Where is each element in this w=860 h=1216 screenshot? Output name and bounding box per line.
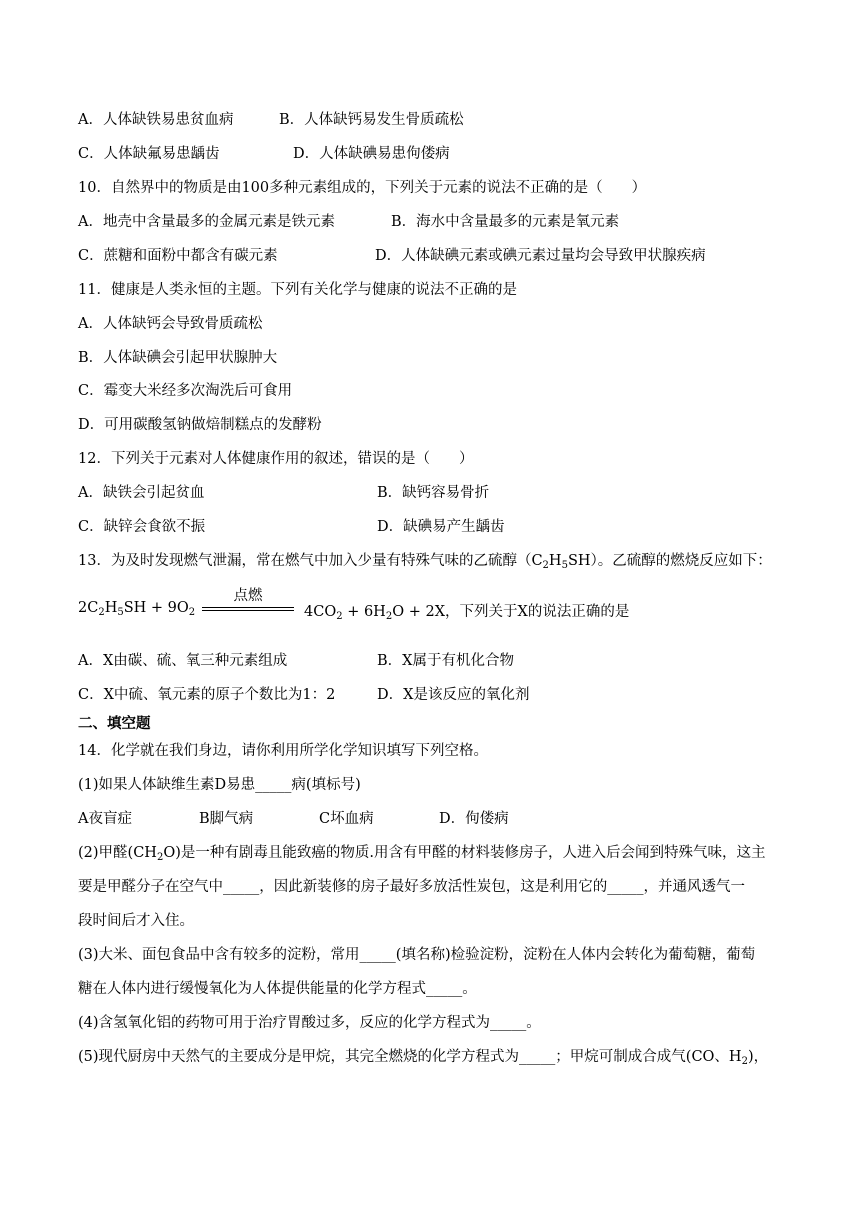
q14-p1-option-a: A夜盲症 bbox=[78, 811, 132, 827]
q14-part-3-line-1: (3)大米、面包食品中含有较多的淀粉，常用_____(填名称)检验淀粉，淀粉在人体内会转化为葡萄糖，葡萄 bbox=[78, 947, 756, 963]
q11-option-b: B．人体缺碘会引起甲状腺肿大 bbox=[78, 350, 278, 366]
q14-part-1-options bbox=[78, 809, 509, 829]
q14-p1-option-d: D．佝偻病 bbox=[439, 811, 509, 827]
q10-option-c: C．蔗糖和面粉中都含有碳元素 bbox=[78, 248, 278, 264]
q14-part-1: (1)如果人体缺维生素D易患_____病(填标号) bbox=[78, 777, 361, 793]
q12-option-a: A．缺铁会引起贫血 bbox=[78, 485, 205, 501]
q13-option-row-2 bbox=[78, 685, 530, 705]
q14-p1-option-c: C坏血病 bbox=[319, 811, 374, 827]
q14-p1-option-b: B脚气病 bbox=[199, 811, 254, 827]
q12-option-d: D．缺碘易产生龋齿 bbox=[377, 519, 505, 535]
q9-option-b: B．人体缺钙易发生骨质疏松 bbox=[279, 112, 464, 128]
equation-products: $4CO_2 + 6H_2O + 2X$，下列关于X的说法正确的是 bbox=[304, 604, 630, 622]
q10-option-row-1 bbox=[78, 212, 620, 232]
q12-stem: 12．下列关于元素对人体健康作用的叙述，错误的是（ ） bbox=[78, 451, 474, 467]
q9-option-d: D．人体缺碘易患佝偻病 bbox=[293, 146, 450, 162]
q14-part-5: (5)现代厨房中天然气的主要成分是甲烷，其完全燃烧的化学方程式为_____；甲烷可制成合成气(CO、$H_2$)， bbox=[78, 1049, 769, 1067]
q14-part-3-line-2: 糖在人体内进行缓慢氧化为人体提供能量的化学方程式_____。 bbox=[78, 981, 477, 997]
q9-option-row-1 bbox=[78, 110, 464, 130]
q13-stem: 13．为及时发现燃气泄漏，常在燃气中加入少量有特殊气味的乙硫醇$(C_2H_5SH)$。乙硫醇的燃烧反应如下： bbox=[78, 553, 772, 571]
q9-option-c: C．人体缺氟易患龋齿 bbox=[78, 146, 220, 162]
equation-reactants: $2C_2H_5SH + 9O_2$ bbox=[78, 600, 196, 618]
q11-stem: 11．健康是人类永恒的主题。下列有关化学与健康的说法不正确的是 bbox=[78, 282, 517, 298]
q11-option-c: C．霉变大米经多次淘洗后可食用 bbox=[78, 383, 293, 399]
q14-stem: 14．化学就在我们身边，请你利用所学化学知识填写下列空格。 bbox=[78, 743, 488, 759]
q13-option-a: A．X由碳、硫、氧三种元素组成 bbox=[78, 653, 288, 669]
q11-option-d: D．可用碳酸氢钠做焙制糕点的发酵粉 bbox=[78, 417, 322, 433]
equation-condition: 点燃 bbox=[233, 588, 263, 604]
q12-option-c: C．缺锌会食欲不振 bbox=[78, 519, 206, 535]
q9-option-row-2 bbox=[78, 144, 450, 164]
q12-option-row-2 bbox=[78, 517, 505, 537]
q10-stem: 10．自然界中的物质是由100多种元素组成的，下列关于元素的说法不正确的是（ ） bbox=[78, 180, 647, 196]
q14-part-2-line-3: 段时间后才入住。 bbox=[78, 913, 194, 929]
q11-option-a: A．人体缺钙会导致骨质疏松 bbox=[78, 316, 263, 332]
q10-option-row-2 bbox=[78, 246, 706, 266]
q14-part-2-line-2: 要是甲醛分子在空气中_____，因此新装修的房子最好多放活性炭包，这是利用它的_____，并通风透气一 bbox=[78, 879, 745, 895]
q10-option-d: D．人体缺碘元素或碘元素过量均会导致甲状腺疾病 bbox=[375, 248, 706, 264]
q14-part-4: (4)含氢氧化铝的药物可用于治疗胃酸过多，反应的化学方程式为_____。 bbox=[78, 1015, 541, 1031]
q13-option-row-1 bbox=[78, 651, 514, 671]
q10-option-a: A．地壳中含量最多的金属元素是铁元素 bbox=[78, 214, 335, 230]
q9-option-a: A．人体缺铁易患贫血病 bbox=[78, 112, 234, 128]
equation-arrow bbox=[200, 590, 296, 630]
q12-option-b: B．缺钙容易骨折 bbox=[377, 485, 490, 501]
q13-option-c: C．X中硫、氧元素的原子个数比为1：2 bbox=[78, 687, 336, 703]
q13-option-d: D．X是该反应的氧化剂 bbox=[377, 687, 530, 703]
q12-option-row-1 bbox=[78, 483, 490, 503]
q13-option-b: B．X属于有机化合物 bbox=[377, 653, 514, 669]
q10-option-b: B．海水中含量最多的元素是氧元素 bbox=[391, 214, 620, 230]
q14-part-2-line-1: (2)甲醛$(CH_2O)$是一种有剧毒且能致癌的物质.用含有甲醛的材料装修房子，人进入后会闻到特殊气味，这主 bbox=[78, 845, 766, 863]
section-heading-fill-in: 二、填空题 bbox=[78, 715, 151, 732]
